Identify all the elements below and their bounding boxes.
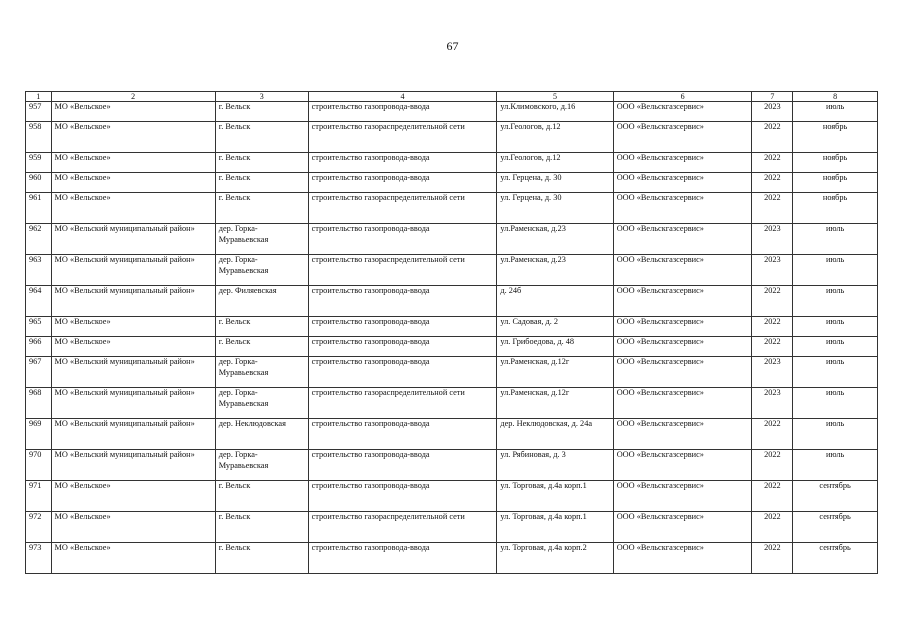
row-number: 971 [26,481,52,512]
month-cell: ноябрь [793,173,878,193]
table-row [26,153,878,173]
year-cell: 2022 [752,337,793,357]
settlement-cell: дер. Горка-Муравьевская [215,388,308,419]
municipality-cell: МО «Вельский муниципальный район» [51,450,215,481]
organization-cell: ООО «Вельскгазсервис» [613,173,752,193]
work-type-cell: строительство газораспределительной сети [308,255,497,286]
column-header: 6 [613,92,752,102]
municipality-cell: МО «Вельский муниципальный район» [51,255,215,286]
table-row [26,419,878,450]
year-cell: 2023 [752,357,793,388]
organization-cell: ООО «Вельскгазсервис» [613,255,752,286]
municipality-cell: МО «Вельское» [51,102,215,122]
table-row [26,122,878,153]
address-cell: д. 24б [497,286,613,317]
month-cell: июль [793,419,878,450]
month-cell: июль [793,357,878,388]
year-cell: 2022 [752,153,793,173]
year-cell: 2022 [752,481,793,512]
organization-cell: ООО «Вельскгазсервис» [613,388,752,419]
municipality-cell: МО «Вельское» [51,122,215,153]
work-type-cell: строительство газораспределительной сети [308,388,497,419]
row-number: 968 [26,388,52,419]
address-cell: ул. Герцена, д. 30 [497,173,613,193]
year-cell: 2023 [752,388,793,419]
row-number: 959 [26,153,52,173]
work-type-cell: строительство газопровода-ввода [308,224,497,255]
organization-cell: ООО «Вельскгазсервис» [613,153,752,173]
work-type-cell: строительство газопровода-ввода [308,543,497,574]
organization-cell: ООО «Вельскгазсервис» [613,193,752,224]
column-header: 8 [793,92,878,102]
municipality-cell: МО «Вельский муниципальный район» [51,357,215,388]
settlement-cell: дер. Горка-Муравьевская [215,450,308,481]
organization-cell: ООО «Вельскгазсервис» [613,357,752,388]
work-type-cell: строительство газопровода-ввода [308,173,497,193]
organization-cell: ООО «Вельскгазсервис» [613,286,752,317]
municipality-cell: МО «Вельский муниципальный район» [51,419,215,450]
work-type-cell: строительство газопровода-ввода [308,317,497,337]
address-cell: ул.Раменская, д.12г [497,388,613,419]
column-header: 4 [308,92,497,102]
organization-cell: ООО «Вельскгазсервис» [613,102,752,122]
year-cell: 2023 [752,224,793,255]
municipality-cell: МО «Вельский муниципальный район» [51,388,215,419]
address-cell: ул.Климовского, д.16 [497,102,613,122]
settlement-cell: г. Вельск [215,153,308,173]
settlement-cell: г. Вельск [215,122,308,153]
row-number: 972 [26,512,52,543]
column-header: 2 [51,92,215,102]
table-row [26,337,878,357]
settlement-cell: г. Вельск [215,337,308,357]
month-cell: ноябрь [793,153,878,173]
year-cell: 2022 [752,419,793,450]
row-number: 958 [26,122,52,153]
work-type-cell: строительство газораспределительной сети [308,512,497,543]
work-type-cell: строительство газопровода-ввода [308,153,497,173]
table-row [26,357,878,388]
municipality-cell: МО «Вельское» [51,512,215,543]
month-cell: июль [793,224,878,255]
page-number: 67 [446,39,459,53]
month-cell: сентябрь [793,481,878,512]
year-cell: 2022 [752,286,793,317]
column-header: 5 [497,92,613,102]
settlement-cell: г. Вельск [215,317,308,337]
municipality-cell: МО «Вельское» [51,153,215,173]
year-cell: 2022 [752,193,793,224]
row-number: 970 [26,450,52,481]
settlement-cell: дер. Горка-Муравьевская [215,224,308,255]
municipality-cell: МО «Вельское» [51,317,215,337]
month-cell: июль [793,102,878,122]
work-type-cell: строительство газопровода-ввода [308,286,497,317]
settlement-cell: дер. Неклюдовская [215,419,308,450]
municipality-cell: МО «Вельское» [51,543,215,574]
month-cell: июль [793,317,878,337]
month-cell: июль [793,450,878,481]
settlement-cell: дер. Филяевская [215,286,308,317]
work-type-cell: строительство газопровода-ввода [308,450,497,481]
month-cell: сентябрь [793,543,878,574]
settlement-cell: дер. Горка-Муравьевская [215,357,308,388]
row-number: 964 [26,286,52,317]
table-row [26,224,878,255]
address-cell: ул.Геологов, д.12 [497,122,613,153]
municipality-cell: МО «Вельский муниципальный район» [51,224,215,255]
table-row [26,286,878,317]
organization-cell: ООО «Вельскгазсервис» [613,481,752,512]
year-cell: 2022 [752,543,793,574]
settlement-cell: г. Вельск [215,543,308,574]
table-row [26,512,878,543]
organization-cell: ООО «Вельскгазсервис» [613,224,752,255]
row-number: 963 [26,255,52,286]
address-cell: ул. Герцена, д. 30 [497,193,613,224]
column-header: 3 [215,92,308,102]
organization-cell: ООО «Вельскгазсервис» [613,122,752,153]
work-type-cell: строительство газопровода-ввода [308,357,497,388]
row-number: 961 [26,193,52,224]
row-number: 960 [26,173,52,193]
month-cell: сентябрь [793,512,878,543]
work-type-cell: строительство газопровода-ввода [308,102,497,122]
works-table [25,91,878,574]
address-cell: ул. Торговая, д.4а корп.2 [497,543,613,574]
organization-cell: ООО «Вельскгазсервис» [613,543,752,574]
year-cell: 2022 [752,512,793,543]
address-cell: ул.Геологов, д.12 [497,153,613,173]
month-cell: июль [793,286,878,317]
address-cell: ул.Раменская, д.23 [497,224,613,255]
organization-cell: ООО «Вельскгазсервис» [613,450,752,481]
address-cell: дер. Неклюдовская, д. 24а [497,419,613,450]
row-number: 966 [26,337,52,357]
row-number: 962 [26,224,52,255]
year-cell: 2023 [752,102,793,122]
work-type-cell: строительство газопровода-ввода [308,337,497,357]
row-number: 957 [26,102,52,122]
month-cell: июль [793,337,878,357]
municipality-cell: МО «Вельское» [51,337,215,357]
municipality-cell: МО «Вельское» [51,481,215,512]
table-row [26,173,878,193]
row-number: 969 [26,419,52,450]
table-row [26,255,878,286]
settlement-cell: г. Вельск [215,102,308,122]
settlement-cell: г. Вельск [215,173,308,193]
month-cell: июль [793,388,878,419]
settlement-cell: г. Вельск [215,481,308,512]
municipality-cell: МО «Вельское» [51,173,215,193]
organization-cell: ООО «Вельскгазсервис» [613,512,752,543]
address-cell: ул. Рябиновая, д. 3 [497,450,613,481]
table-row [26,543,878,574]
month-cell: июль [793,255,878,286]
table-row [26,388,878,419]
address-cell: ул.Раменская, д.23 [497,255,613,286]
table-row [26,193,878,224]
year-cell: 2022 [752,122,793,153]
row-number: 973 [26,543,52,574]
settlement-cell: дер. Горка-Муравьевская [215,255,308,286]
work-type-cell: строительство газопровода-ввода [308,481,497,512]
work-type-cell: строительство газораспределительной сети [308,193,497,224]
month-cell: ноябрь [793,122,878,153]
column-header: 1 [26,92,52,102]
address-cell: ул.Раменская, д.12г [497,357,613,388]
table-header-row [26,92,878,102]
address-cell: ул. Грибоедова, д. 48 [497,337,613,357]
month-cell: ноябрь [793,193,878,224]
address-cell: ул. Торговая, д.4а корп.1 [497,512,613,543]
address-cell: ул. Торговая, д.4а корп.1 [497,481,613,512]
year-cell: 2022 [752,450,793,481]
settlement-cell: г. Вельск [215,512,308,543]
table-row [26,102,878,122]
address-cell: ул. Садовая, д. 2 [497,317,613,337]
table-row [26,450,878,481]
row-number: 965 [26,317,52,337]
settlement-cell: г. Вельск [215,193,308,224]
year-cell: 2022 [752,317,793,337]
municipality-cell: МО «Вельский муниципальный район» [51,286,215,317]
organization-cell: ООО «Вельскгазсервис» [613,419,752,450]
year-cell: 2023 [752,255,793,286]
work-type-cell: строительство газопровода-ввода [308,419,497,450]
organization-cell: ООО «Вельскгазсервис» [613,337,752,357]
column-header: 7 [752,92,793,102]
organization-cell: ООО «Вельскгазсервис» [613,317,752,337]
table-row [26,481,878,512]
year-cell: 2022 [752,173,793,193]
work-type-cell: строительство газораспределительной сети [308,122,497,153]
municipality-cell: МО «Вельское» [51,193,215,224]
table-row [26,317,878,337]
row-number: 967 [26,357,52,388]
